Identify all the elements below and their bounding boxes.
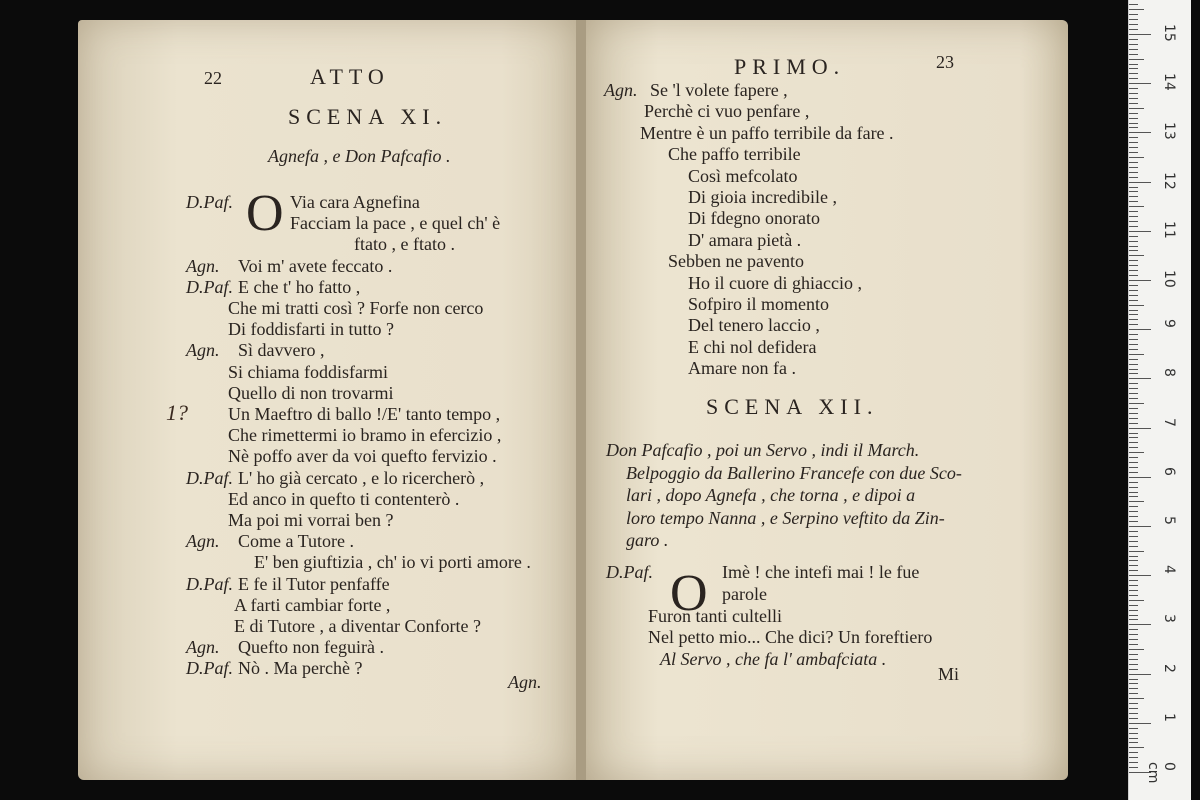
ruler-tick [1129, 177, 1138, 178]
ruler-tick [1129, 752, 1138, 753]
ruler-tick [1129, 113, 1138, 114]
stage-direction-line: Belpoggio da Ballerino Francefe con due Sco- [626, 462, 962, 483]
ruler-tick [1129, 285, 1138, 286]
stage-direction-line: loro tempo Nanna , e Serpino veftito da Zin- [626, 507, 945, 528]
ruler-tick [1129, 747, 1144, 748]
ruler-tick [1129, 403, 1144, 404]
ruler-tick [1129, 319, 1138, 320]
ruler-tick [1129, 482, 1138, 483]
verse-line: Del tenero laccio , [688, 315, 820, 336]
verse-line: E che t' ho fatto , [238, 276, 361, 297]
verse-line: Nel petto mio... Che dici? Un foreftiero [648, 627, 933, 648]
drop-cap: O [670, 565, 708, 622]
ruler-label: 6 [1161, 466, 1177, 476]
ruler-tick [1129, 575, 1151, 576]
ruler-tick [1129, 14, 1138, 15]
ruler-tick [1129, 118, 1138, 119]
speaker-label: Agn. [186, 255, 220, 276]
ruler-tick [1129, 49, 1138, 50]
ruler-tick [1129, 437, 1138, 438]
verse-line: Che paffo terribile [668, 144, 801, 165]
ruler-tick [1129, 221, 1138, 222]
ruler-tick [1129, 172, 1138, 173]
ruler-tick [1129, 423, 1138, 424]
ruler-tick [1129, 546, 1138, 547]
verse-line: L' ho già cercato , e lo ricercherò , [238, 467, 485, 488]
ruler-tick [1129, 231, 1151, 232]
ruler-tick [1129, 388, 1138, 389]
ruler-tick [1129, 54, 1138, 55]
ruler-tick [1129, 196, 1138, 197]
ruler-tick [1129, 369, 1138, 370]
ruler-tick [1129, 526, 1151, 527]
open-book [78, 20, 1068, 780]
verse-line: Ed anco in quefto ti contenterò . [228, 488, 460, 509]
ruler-tick [1129, 649, 1144, 650]
ruler-tick [1129, 39, 1138, 40]
verse-line: Imè ! che intefi mai ! le fue [722, 562, 920, 582]
scene-title: SCENA XI. [288, 104, 448, 129]
ruler-tick [1129, 393, 1138, 394]
ruler-tick [1129, 516, 1138, 517]
ruler-tick [1129, 688, 1138, 689]
ruler-tick [1129, 314, 1138, 315]
ruler-label: 13 [1161, 122, 1177, 141]
ruler-tick [1129, 373, 1138, 374]
verse-line: Furon tanti cultelli [648, 605, 782, 626]
stage-direction-line: Don Pafcafio , poi un Servo , indi il March. [606, 440, 920, 460]
ruler-label: 7 [1161, 417, 1177, 427]
ruler-tick [1129, 359, 1138, 360]
ruler-tick [1129, 669, 1138, 670]
verse-line: Quello di non trovarmi [228, 382, 394, 403]
ruler-tick [1129, 29, 1138, 30]
verse-line: Ma poi mi vorrai ben ? [228, 510, 394, 530]
verse-line: Via cara Agnefina [290, 192, 420, 212]
ruler-tick [1129, 241, 1138, 242]
right-page [586, 20, 1068, 780]
character-list: Agnefa , e Don Pafcafio . [268, 146, 451, 166]
ruler-tick [1129, 462, 1138, 463]
ruler-tick [1129, 147, 1138, 148]
ruler-tick [1129, 487, 1138, 488]
ruler-label: 9 [1161, 319, 1177, 329]
ruler-tick [1129, 674, 1151, 675]
ruler-tick [1129, 157, 1144, 158]
verse-line: Di gioia incredibile , [688, 187, 837, 207]
ruler-tick [1129, 624, 1151, 625]
ruler-tick [1129, 580, 1138, 581]
ruler-tick [1129, 413, 1138, 414]
ruler-tick [1129, 728, 1138, 729]
verse-line: E fe il Tutor penfaffe [238, 573, 390, 594]
ruler-tick [1129, 452, 1144, 453]
ruler-tick [1129, 354, 1144, 355]
ruler-tick [1129, 536, 1138, 537]
ruler-tick [1129, 9, 1144, 10]
drop-cap: O [246, 185, 284, 242]
ruler-tick [1129, 757, 1138, 758]
ruler-label: 3 [1161, 614, 1177, 624]
verse-line: Nè poffo aver da voi quefto fervizio . [228, 446, 497, 467]
ruler-label: 14 [1161, 73, 1177, 92]
ruler-tick [1129, 383, 1138, 384]
ruler-tick [1129, 698, 1144, 699]
ruler-tick [1129, 78, 1138, 79]
measurement-ruler [1128, 0, 1191, 800]
ruler-tick [1129, 585, 1138, 586]
verse-line: Mentre è un paffo terribile da fare . [640, 122, 894, 143]
ruler-tick [1129, 679, 1138, 680]
ruler-tick [1129, 59, 1144, 60]
ruler-label: 11 [1161, 220, 1177, 239]
ruler-tick [1129, 560, 1138, 561]
ruler-label: 4 [1161, 565, 1177, 575]
ruler-tick [1129, 162, 1138, 163]
page-number: 22 [204, 68, 222, 88]
ruler-tick [1129, 447, 1138, 448]
ruler-tick [1129, 472, 1138, 473]
catchword: Agn. [508, 672, 542, 692]
ruler-tick [1129, 68, 1138, 69]
verse-line: A farti cambiar forte , [234, 594, 391, 615]
ruler-tick [1129, 654, 1138, 655]
ruler-tick [1129, 250, 1138, 251]
ruler-tick [1129, 226, 1138, 227]
ruler-tick [1129, 324, 1138, 325]
ruler-tick [1129, 24, 1138, 25]
verse-line: Di fdegno onorato [688, 208, 820, 229]
ruler-tick [1129, 477, 1151, 478]
ruler-tick [1129, 457, 1138, 458]
ruler-tick [1129, 595, 1138, 596]
ruler-tick [1129, 123, 1138, 124]
book-gutter [576, 20, 586, 780]
ruler-tick [1129, 570, 1138, 571]
ruler-tick [1129, 236, 1138, 237]
verse-line: Facciam la pace , e quel ch' è [290, 213, 501, 234]
ruler-tick [1129, 132, 1151, 133]
ruler-tick [1129, 255, 1144, 256]
ruler-tick [1129, 733, 1138, 734]
ruler-tick [1129, 152, 1138, 153]
ruler-tick [1129, 492, 1138, 493]
ruler-tick [1129, 300, 1138, 301]
speaker-label: D.Paf. [186, 467, 233, 488]
ruler-tick [1129, 506, 1138, 507]
ruler-tick [1129, 260, 1138, 261]
verse-line: parole [722, 583, 767, 604]
ruler-tick [1129, 290, 1138, 291]
ruler-label: 15 [1161, 24, 1177, 42]
verse-line: Ho il cuore di ghiaccio , [688, 272, 862, 293]
ruler-tick [1129, 664, 1138, 665]
ruler-tick [1129, 605, 1138, 606]
ruler-tick [1129, 556, 1138, 557]
ruler-tick [1129, 511, 1138, 512]
speaker-label: D.Paf. [186, 276, 233, 297]
ruler-tick [1129, 659, 1138, 660]
ruler-tick [1129, 467, 1138, 468]
ruler-tick [1129, 619, 1138, 620]
verse-line: Come a Tutore . [238, 531, 355, 552]
verse-line: Si chiama foddisfarmi [228, 361, 388, 382]
verse-line: Se 'l volete fapere , [650, 80, 788, 100]
verse-line: Sebben ne pavento [668, 251, 804, 272]
ruler-tick [1129, 742, 1138, 743]
ruler-label: 12 [1161, 171, 1177, 190]
verse-line: Quefto non feguirà . [238, 637, 384, 658]
ruler-tick [1129, 108, 1144, 109]
ruler-tick [1129, 280, 1151, 281]
speaker-label: D.Paf. [186, 658, 233, 679]
verse-line: Voi m' avete feccato . [238, 255, 393, 276]
ruler-tick [1129, 334, 1138, 335]
stage-direction-line: garo . [626, 530, 669, 550]
verse-line: Al Servo , che fa l' ambafciata . [660, 649, 887, 670]
stage-direction-line: lari , dopo Agnefa , che torna , e dipoi a [626, 485, 916, 505]
verse-line: Perchè ci vuo penfare , [644, 101, 810, 122]
ruler-tick [1129, 408, 1138, 409]
ruler-tick [1129, 600, 1144, 601]
ruler-tick [1129, 501, 1144, 502]
ruler-tick [1129, 275, 1138, 276]
verse-line: Sì davvero , [238, 340, 325, 361]
ruler-tick [1129, 639, 1138, 640]
ruler-tick [1129, 565, 1138, 566]
ruler-label: 5 [1161, 516, 1177, 525]
verse-line: Un Maeftro di ballo !/E' tanto tempo , [228, 404, 501, 424]
verse-line: Amare non fa . [688, 358, 796, 379]
ruler-tick [1129, 634, 1138, 635]
ruler-tick [1129, 142, 1138, 143]
ruler-tick [1129, 201, 1138, 202]
margin-annotation: 1? [166, 400, 188, 425]
ruler-tick [1129, 211, 1138, 212]
verse-line: ftato , e ftato . [354, 234, 455, 255]
ruler-tick [1129, 98, 1138, 99]
ruler-tick [1129, 127, 1138, 128]
ruler-tick [1129, 521, 1138, 522]
ruler-tick [1129, 137, 1138, 138]
ruler-tick [1129, 93, 1138, 94]
ruler-tick [1129, 344, 1138, 345]
speaker-label: Agn. [186, 531, 220, 552]
ruler-tick [1129, 64, 1138, 65]
running-head: PRIMO. [734, 54, 846, 79]
ruler-tick [1129, 310, 1138, 311]
running-head: ATTO [310, 64, 390, 89]
ruler-tick [1129, 88, 1138, 89]
ruler-tick [1129, 418, 1138, 419]
ruler-tick [1129, 718, 1138, 719]
ruler-tick [1129, 767, 1138, 768]
ruler-tick [1129, 73, 1138, 74]
ruler-tick [1129, 496, 1138, 497]
speaker-label: Agn. [604, 80, 638, 100]
verse-line: Così mefcolato [688, 165, 798, 186]
verse-line: Che rimettermi io bramo in efercizio , [228, 425, 502, 446]
speaker-label: Agn. [186, 637, 220, 658]
ruler-tick [1129, 428, 1151, 429]
ruler-tick [1129, 206, 1144, 207]
scene-title: SCENA XII. [706, 394, 879, 419]
ruler-tick [1129, 433, 1138, 434]
ruler-tick [1129, 531, 1138, 532]
ruler-tick [1129, 19, 1138, 20]
ruler-label: 2 [1161, 663, 1177, 673]
ruler-label: 1 [1161, 712, 1177, 722]
ruler-tick [1129, 349, 1138, 350]
ruler-tick [1129, 44, 1138, 45]
ruler-tick [1129, 398, 1138, 399]
verse-line: Di foddisfarti in tutto ? [228, 319, 394, 340]
ruler-tick [1129, 103, 1138, 104]
ruler-tick [1129, 644, 1138, 645]
verse-line: D' amara pietà . [688, 229, 802, 250]
ruler-tick [1129, 167, 1138, 168]
ruler-tick [1129, 683, 1138, 684]
ruler-tick [1129, 378, 1151, 379]
speaker-label: Agn. [186, 340, 220, 361]
ruler-tick [1129, 329, 1151, 330]
speaker-label: D.Paf. [186, 573, 233, 594]
ruler-tick [1129, 4, 1138, 5]
ruler-tick [1129, 364, 1138, 365]
ruler-tick [1129, 83, 1151, 84]
ruler-tick [1129, 270, 1138, 271]
ruler-tick [1129, 738, 1138, 739]
verse-line: Che mi tratti così ? Forfe non cerco [228, 298, 484, 318]
ruler-tick [1129, 295, 1138, 296]
ruler-tick [1129, 693, 1138, 694]
ruler-tick [1129, 713, 1138, 714]
ruler-tick [1129, 246, 1138, 247]
ruler-label: 0 cm [1145, 762, 1177, 784]
left-page [78, 20, 576, 780]
ruler-label: 10 [1161, 270, 1177, 288]
ruler-tick [1129, 305, 1144, 306]
ruler-tick [1129, 610, 1138, 611]
ruler-tick [1129, 191, 1138, 192]
ruler-tick [1129, 216, 1138, 217]
ruler-label: 8 [1161, 368, 1177, 378]
catchword: Mi [938, 664, 960, 684]
ruler-tick [1129, 187, 1138, 188]
ruler-tick [1129, 723, 1151, 724]
verse-line: Nò . Ma perchè ? [238, 658, 363, 679]
ruler-tick [1129, 629, 1138, 630]
ruler-tick [1129, 590, 1138, 591]
ruler-tick [1129, 541, 1138, 542]
ruler-tick [1129, 762, 1138, 763]
page-number: 23 [936, 52, 954, 72]
ruler-tick [1129, 339, 1138, 340]
verse-line: Sofpiro il momento [688, 294, 829, 314]
ruler-tick [1129, 182, 1151, 183]
ruler-tick [1129, 615, 1138, 616]
verse-line: E chi nol defidera [688, 336, 817, 357]
verse-line: E' ben giuftizia , ch' io vi porti amore . [254, 552, 531, 573]
speaker-label: D.Paf. [606, 562, 653, 582]
verse-line: E di Tutore , a diventar Conforte ? [234, 616, 481, 636]
ruler-tick [1129, 703, 1138, 704]
ruler-tick [1129, 265, 1138, 266]
ruler-tick [1129, 442, 1138, 443]
ruler-tick [1129, 551, 1144, 552]
ruler-tick [1129, 708, 1138, 709]
ruler-tick [1129, 34, 1151, 35]
speaker-label: D.Paf. [186, 192, 233, 212]
